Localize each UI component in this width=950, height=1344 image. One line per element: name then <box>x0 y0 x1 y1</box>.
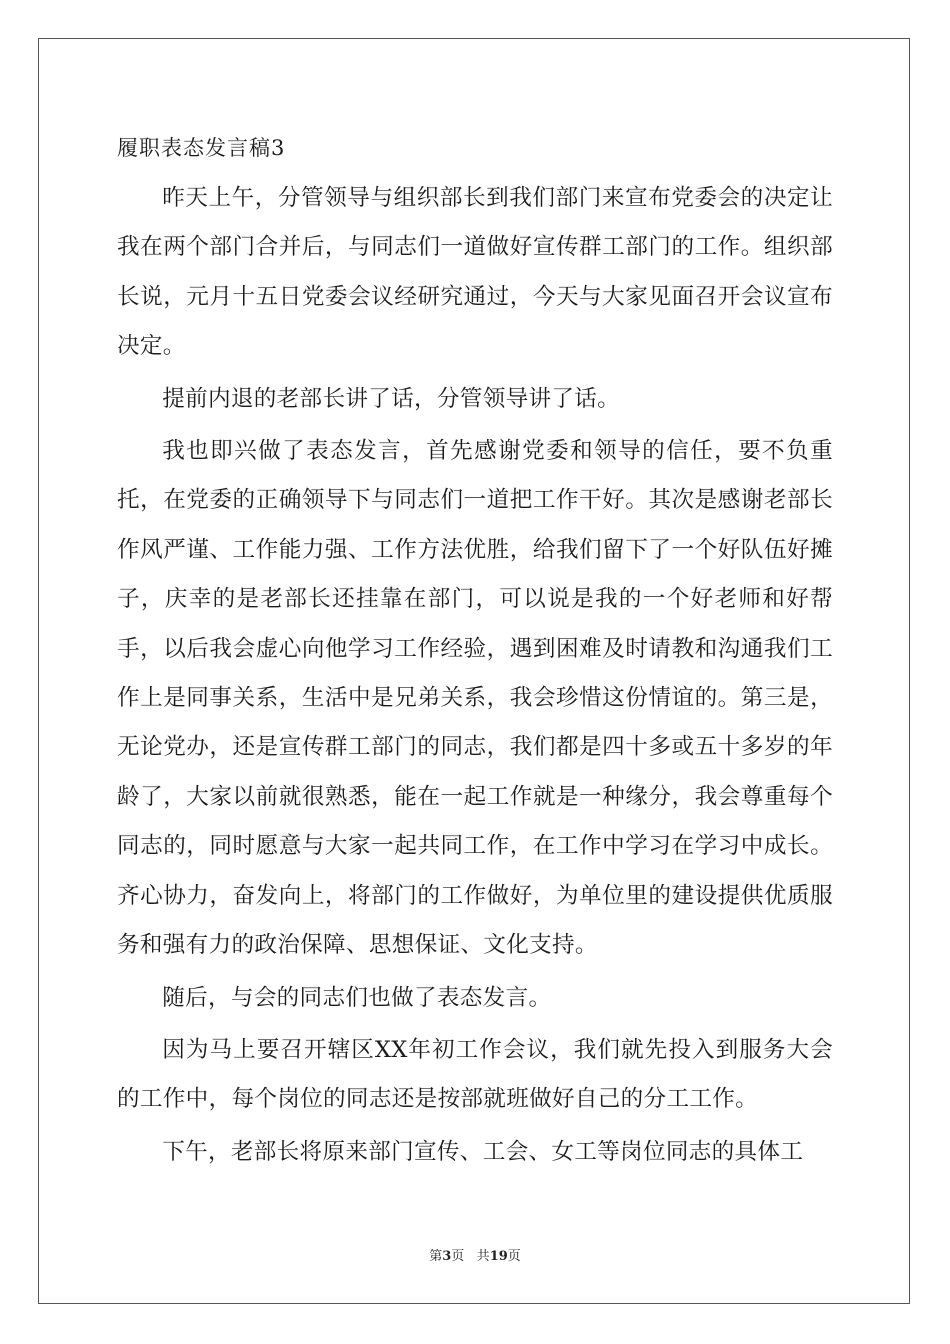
page-total-prefix: 共 <box>476 1249 490 1264</box>
paragraph: 下午，老部长将原来部门宣传、工会、女工等岗位同志的具体工 <box>162 1138 804 1165</box>
page-footer <box>0 1248 950 1266</box>
page-number-current: 3 <box>442 1249 452 1264</box>
document-title: 履职表态发言稿3 <box>117 136 286 160</box>
document-body <box>117 130 833 1180</box>
page-total-suffix: 页 <box>507 1249 521 1264</box>
paragraph: 我也即兴做了表态发言，首先感谢党委和领导的信任，要不负重托，在党委的正确领导下与同志们一道把工作干好。其次是感谢老部长作风严谨、工作能力强、工作方法优胜，给我们留下了一个好队伍好摊子，庆幸的是老部长还挂靠在部门，可以说是我的一个好老师和好帮手，以后我会虚心向他学习工作经验，遇到困难及时请教和沟通我们工作上是同事关系，生活中是兄弟关系，我会珍惜这份情谊的。第三是，无论党办，还是宣传群工部门的同志，我们都是四十多或五十多岁的年龄了，大家以前就很熟悉，能在一起工作就是一种缘分，我会尊重每个同志的，同时愿意与大家一起共同工作，在工作中学习在学习中成长。齐心协力，奋发向上，将部门的工作做好，为单位里的建设提供优质服务和强有力的政治保障、思想保证、文化支持。 <box>117 438 833 959</box>
paragraph: 昨天上午，分管领导与组织部长到我们部门来宣布党委会的决定让我在两个部门合并后，与同志们一道做好宣传群工部门的工作。组织部长说，元月十五日党委会议经研究通过，今天与大家见面召开会议宣布决定。 <box>117 185 833 360</box>
page-number-prefix: 第 <box>429 1249 443 1264</box>
page-number-total: 19 <box>489 1249 508 1264</box>
page-number-suffix: 页 <box>451 1249 465 1264</box>
paragraph: 随后，与会的同志们也做了表态发言。 <box>162 984 552 1011</box>
paragraph: 因为马上要召开辖区XX年初工作会议，我们就先投入到服务大会的工作中，每个岗位的同志还是按部就班做好自己的分工工作。 <box>117 1036 833 1113</box>
paragraph: 提前内退的老部长讲了话，分管领导讲了话。 <box>162 385 621 412</box>
